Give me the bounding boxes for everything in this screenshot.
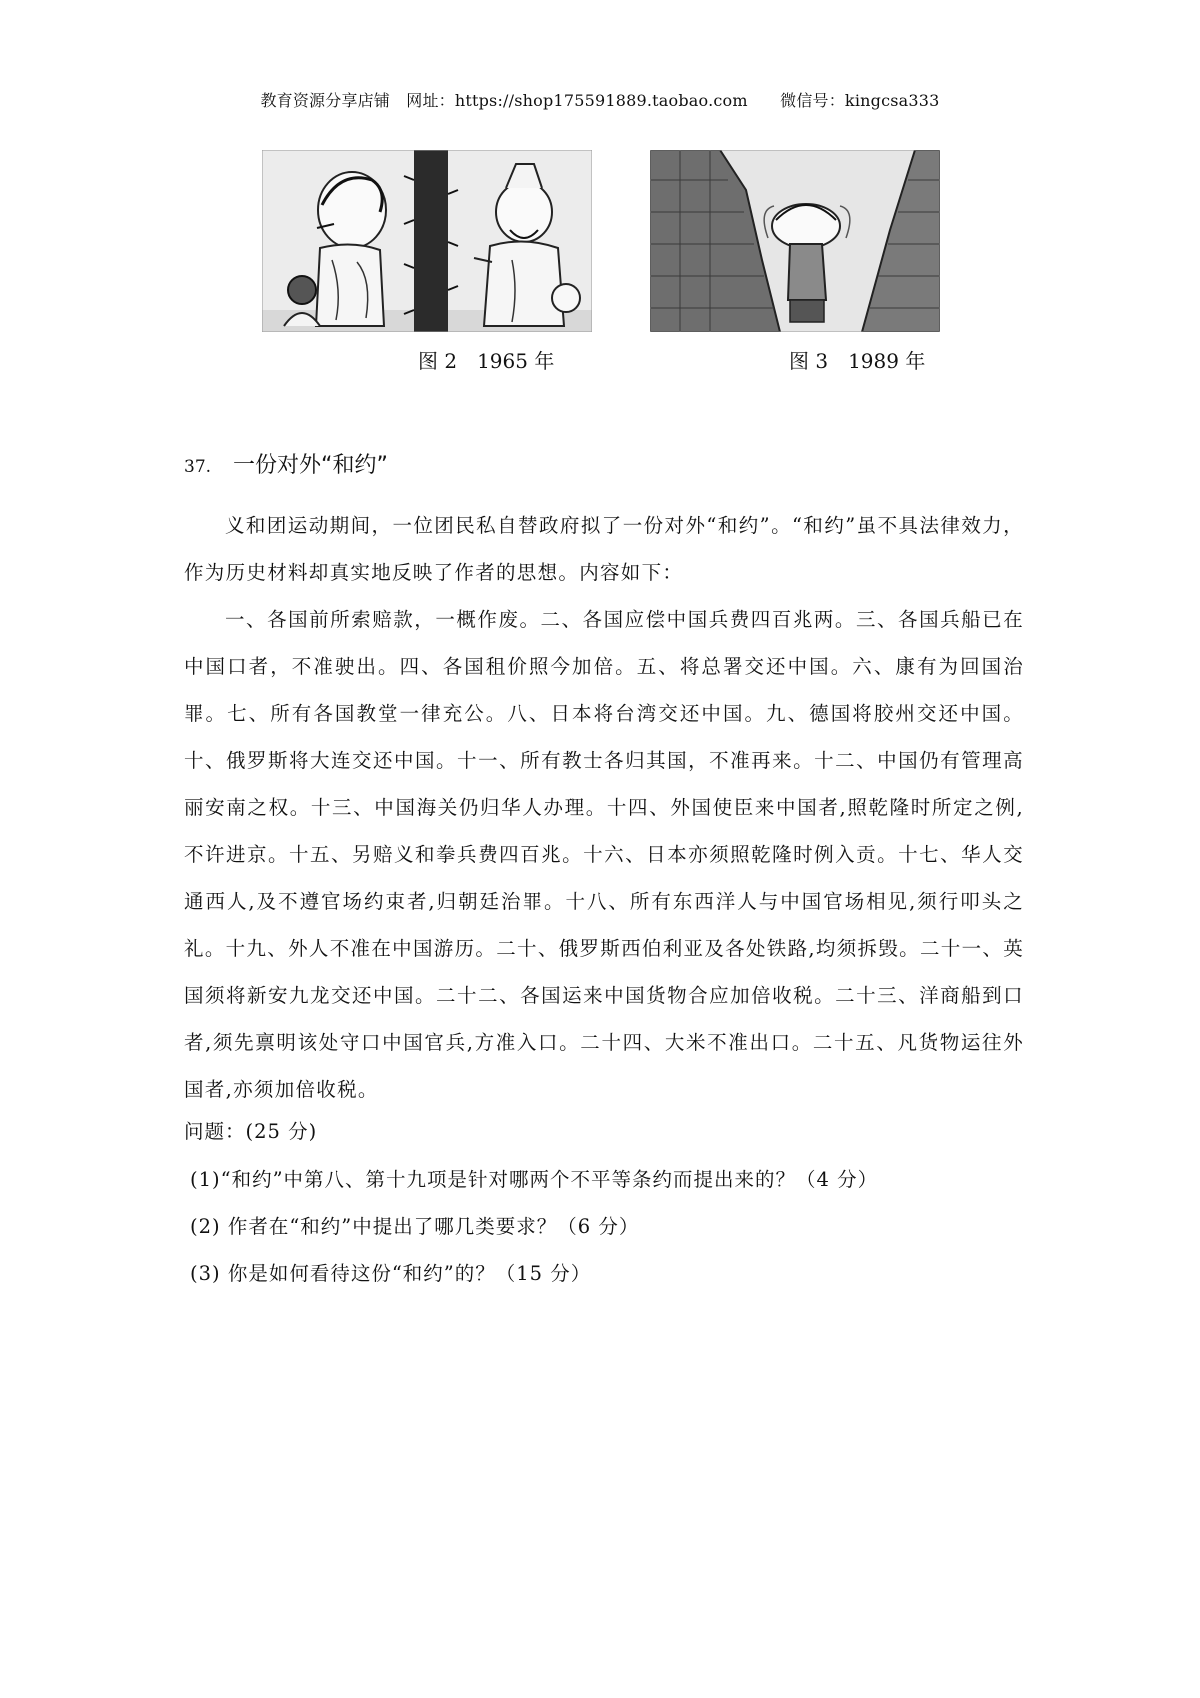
sub-question-1: (1)“和约”中第八、第十九项是针对哪两个不平等条约而提出来的？（4 分）: [190, 1168, 879, 1191]
sub-question-3: (3) 你是如何看待这份“和约”的？（15 分）: [190, 1262, 592, 1285]
figure-2-caption: 图 2 1965 年: [418, 349, 555, 373]
treaty-content: [184, 596, 1024, 1113]
intro-paragraph: 义和团运动期间，一位团民私自替政府拟了一份对外“和约”。“和约”虽不具法律效力，作为历史材料却真实地反映了作者的思想。内容如下：: [184, 514, 1024, 584]
question-number: 37.: [184, 457, 212, 477]
question-intro: [184, 502, 1024, 596]
question-title-text: 一份对外“和约”: [233, 453, 388, 478]
sub-question-2: (2) 作者在“和约”中提出了哪几类要求？（6 分）: [190, 1215, 640, 1238]
question-title: [184, 448, 388, 479]
questions-heading: 问题：(25 分): [184, 1120, 318, 1143]
figure-3-caption: 图 3 1989 年: [789, 349, 926, 373]
page-header: 教育资源分享店铺 网址：https://shop175591889.taobao.com 微信号：kingcsa333: [260, 91, 940, 110]
cartoon-figure-3: [650, 150, 940, 332]
treaty-content-paragraph: 一、各国前所索赔款，一概作废。二、各国应偿中国兵费四百兆两。三、各国兵船已在中国口者，不准驶出。四、各国租价照今加倍。五、将总署交还中国。六、康有为回国治罪。七、所有各国教堂一律充公。八、日本将台湾交还中国。九、德国将胶州交还中国。十、俄罗斯将大连交还中国。十一、所有教士各归其国，不准再来。十二、中国仍有管理高丽安南之权。十三、中国海关仍归华人办理。十四、外国使臣来中国者,照乾隆时所定之例,不许进京。十五、另赔义和拳兵费四百兆。十六、日本亦须照乾隆时例入贡。十七、华人交通西人,及不遵官场约束者,归朝廷治罪。十八、所有东西洋人与中国官场相见,须行叩头之礼。十九、外人不准在中国游历。二十、俄罗斯西伯利亚及各处铁路,均须拆毁。二十一、英国须将新安九龙交还中国。二十二、各国运来中国货物合应加倍收税。二十三、洋商船到口者,须先禀明该处守口中国官兵,方准入口。二十四、大米不准出口。二十五、凡货物运往外国者,亦须加倍收税。: [184, 608, 1024, 1101]
cartoon-figure-2: [262, 150, 592, 332]
